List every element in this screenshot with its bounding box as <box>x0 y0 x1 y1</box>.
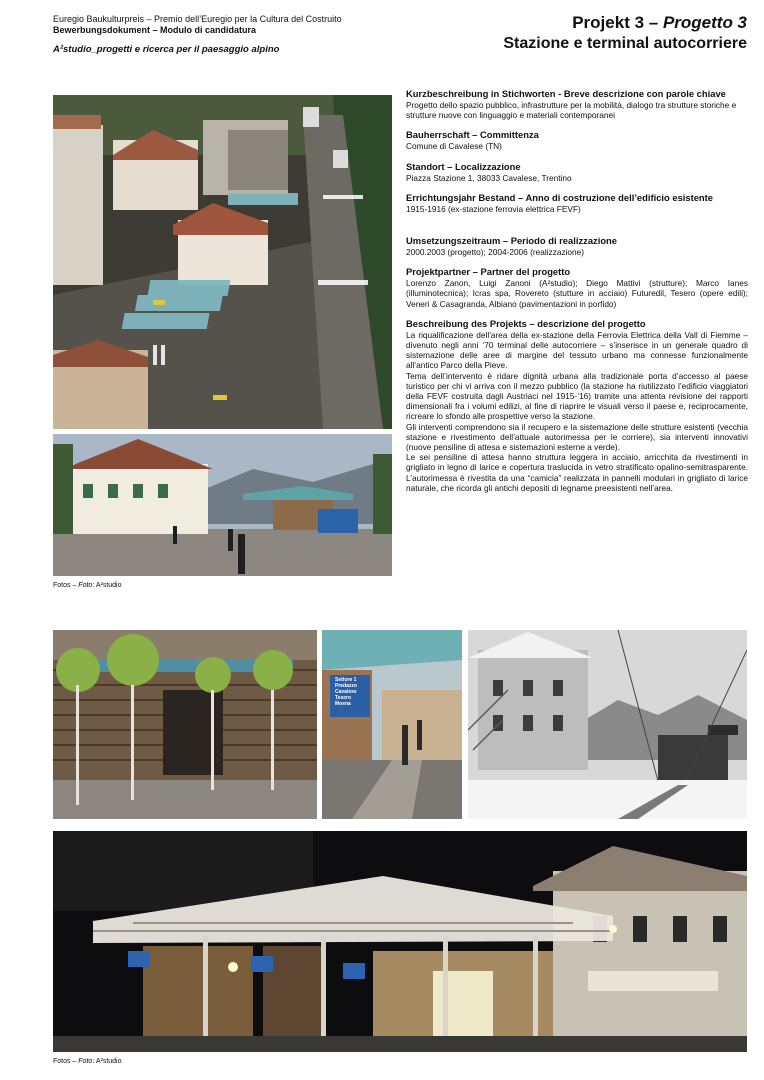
aerial-photo <box>53 95 392 429</box>
section-location: Standort – Localizzazione Piazza Stazione 1, 38033 Cavalese, Trentino <box>406 160 572 183</box>
studio-name: A²studio_progetti e ricerca per il paesaggio alpino <box>53 44 280 55</box>
section-partners: Projektpartner – Partner del progetto Lorenzo Zanon, Luigi Zanoni (A²studio); Diego Mattivi (strutture); Marco Ianes (illuminotecnica); Icras spa, Rovereto (stutture in acciaio) Futuredil, Tesero (opere edili); Veneri & Casagranda, Albiano (pavimentazioni in porfido) <box>406 266 748 309</box>
project-title-block <box>503 12 747 54</box>
project-info-column <box>406 88 748 502</box>
header-line-1: Euregio Baukulturpreis – Premio dell’Euregio per la Cultura del Costruito <box>53 14 342 24</box>
section-period: Umsetzungszeitraum – Periodo di realizzazione 2000.2003 (progetto); 2004-2006 (realizzazione) <box>406 235 617 258</box>
project-number: Projekt 3 – Progetto 3 <box>572 13 747 32</box>
section-client: Bauherrschaft – Committenza Comune di Cavalese (TN) <box>406 129 539 152</box>
canopy-sign-photo <box>322 630 462 819</box>
project-title: Stazione e terminal autocorriere <box>503 35 747 52</box>
section-build-year: Errichtungsjahr Bestand – Anno di costruzione dell’edificio esistente 1915-1916 (ex-stazione ferrovia elettrica FEVF) <box>406 191 713 214</box>
historic-snow-photo <box>468 630 747 819</box>
street-photo <box>53 434 392 576</box>
section-short-description: Kurzbeschreibung in Stichworten - Breve descrizione con parole chiave Progetto dello spazio pubblico, infrastrutture per la mobilità, dialogo tra strutture storiche e strutture nuove con linguaggio e materiali contemporanei <box>406 88 737 121</box>
photo-credit-top: Fotos – Foto: A²studio <box>53 582 122 589</box>
night-canopy-photo <box>53 831 747 1052</box>
header-line-2: Bewerbungsdokument – Modulo di candidatura <box>53 25 257 35</box>
garage-photo <box>53 630 317 819</box>
section-description: Beschreibung des Projekts – descrizione del progetto La riqualificazione dell'area della ex-stazione della Ferrovia Elettrica della Vall di Fiemme – divenuto negli anni ‘70 terminal delle autocorriere – s’inserisce in un generale quadro di sistemazione delle aree di margine del tessuto urbano ma connesse funzionalmente all’antico Parco della Pieve. Tema dell’intervento è ridare dignità urbana alla tradizionale porta d’accesso al paese turistico per chi vi arriva con il mezzo pubblico (la stazione ha riutilizzato l’edificio viaggiatori della FEVF costruita dagli Austriaci nel 1915-’16) tramite una attenta revisione dei rapporti dimensionali fra i volumi edilizi, al fine di riaprire le visuali verso il paese e, reciprocamente, ricreare lo sfondo alle prospettive verso la stazione. Gli interventi comprendono sia il recupero e la sistemazione delle strutture esistenti (vecchia stazione e rivestimento dell’attuale autorimessa per le corriere), sia interventi innovativi (nuove pensiline di attesa e sistemazioni esterne a verde). Le sei pensiline di attesa hanno struttura leggera in acciaio, arricchita da rivestimenti in grigliato in legno di larice e copertura traslucida in vetro stratificato opalino-semitrasparente. L’autorimessa è rivestita da una “camicia” realizzata in pannelli modulari in grigliato di larice naturale, che ricorda gli antichi depositi di legname preesistenti nell’area. <box>406 317 748 493</box>
photo-credit-bottom: Fotos – Foto: A²studio <box>53 1058 122 1065</box>
sector-sign-text: Settore 1 Predazzo Cavalese Tesero Moena <box>335 677 357 707</box>
